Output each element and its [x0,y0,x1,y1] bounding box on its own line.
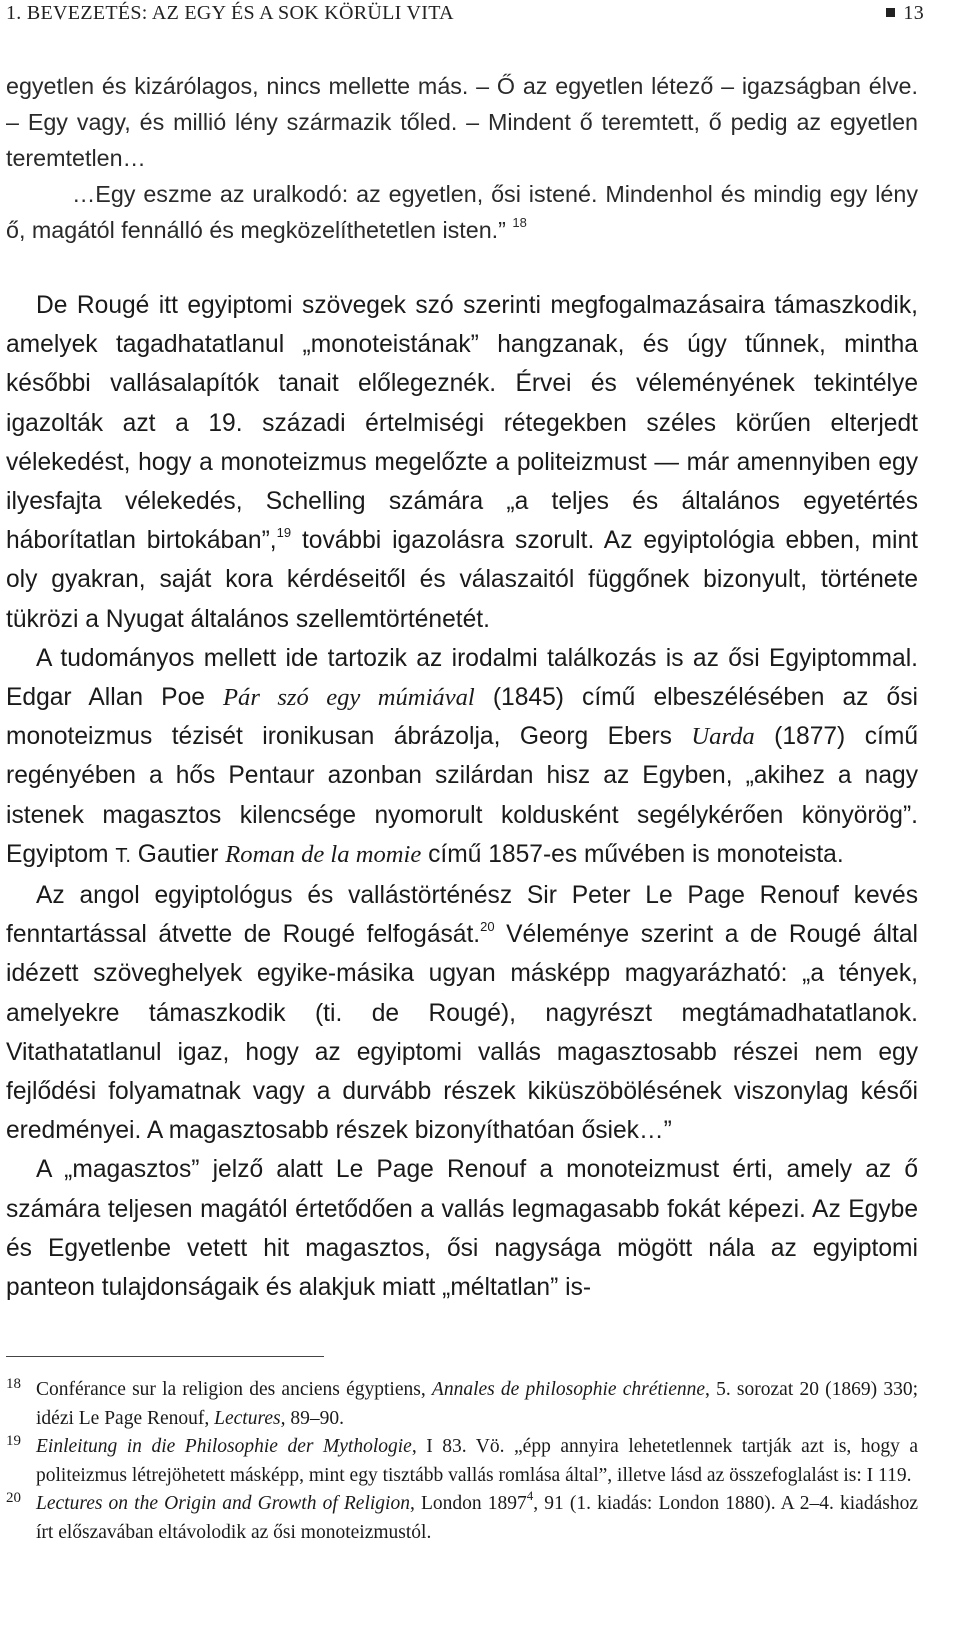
italic-title-uarda: Uarda [691,723,755,751]
paragraph-text: (1845) című elbeszélésében az ősi monoteizmus tézisét ironikusan ábrázolja, Georg Ebers [6,684,918,751]
footnote-divider [6,1356,324,1357]
footnote-text: 89–90. [285,1407,344,1429]
footnote-text: , 91 (1. kiadás: London 1880). A 2–4. kiadáshoz írt előszavában eltávolodik az ősi monoteizmustól. [36,1493,918,1543]
italic-title-poe: Pár szó egy múmiával [223,684,475,712]
paragraph-text: (1877) című regényében a hős Pentaur azonban szilárdan hisz az Egyben, „akihez a nagy istenek magasztos kilencsége nyomorult koldusként segélykérően könyörög”. Egyiptom [6,723,918,868]
footnote-text: Conférance sur la religion des anciens égyptiens, [36,1379,432,1400]
footnote-number: 20 [6,1490,21,1506]
paragraph-text: A tudományos mellett ide tartozik az irodalmi találkozás is az ősi Egyiptommal. Edgar Allan Poe [6,644,918,712]
paragraph-3 [6,876,918,1150]
main-text [6,286,918,1307]
folio [886,2,924,25]
footnote-number: 18 [6,1376,21,1392]
footnote-text: , 5. sorozat 20 (1869) 330; idézi Le Page Renouf, [36,1379,918,1429]
paragraph-1 [6,286,918,639]
quote-paragraph-2 [6,176,918,248]
paragraph-text: Az angol egyiptológus és vallástörténész Sir Peter Le Page Renouf kevés fenntartással átvette de Rougé felfogását. [6,882,918,949]
footnote-ref-19[interactable]: 19 [276,525,292,541]
block-quote [6,68,918,248]
italic-title-roman: Roman de la momie [225,840,422,868]
footnote-ref-20[interactable]: 20 [480,919,495,935]
quote-text: …Egy eszme az uralkodó: az egyetlen, ősi istené. Mindenhol és mindig egy lény ő, magától fennálló és megközelíthetetlen isten.” [6,181,918,243]
square-bullet-icon [886,8,895,17]
footnote-italic: Einleitung in die Philosophie der Mythologie [36,1436,412,1457]
footnote-ref-18[interactable]: 18 [512,215,527,231]
footnotes [6,1376,918,1547]
running-header [6,0,924,32]
footnote-italic: Lectures, [214,1407,286,1429]
paragraph-4: A „magasztos” jelző alatt Le Page Renouf a monoteizmust érti, amely az ő számára teljesen magától értetődően a vallás legmagasabb fokát képezi. Az Egybe és Egyetlenbe vetett hit magasztos, ősi nagysága mögött nála az egyiptomi panteon tulajdonságaik és alakjuk miatt „méltatlan” is- [6,1156,918,1302]
footnote-number: 19 [6,1433,21,1449]
chapter-title: 1. BEVEZETÉS: AZ EGY ÉS A SOK KÖRÜLI VITA [6,2,454,24]
paragraph-text: De Rougé itt egyiptomi szövegek szó szerinti megfogalmazásaira támaszkodik, amelyek tagadhatatlanul „monoteistának” hangzanak, és úgy tűnnek, mintha későbbi vallásalapítók tanait előlegeznék. Érvei és véleményének tekintélye igazolták azt a 19. századi értelmiségi rétegekben széles körűen elterjedt vélekedést, hogy a monoteizmus megelőzte a politeizmust — már amennyiben egy ilyesfajta vélekedés, Schelling számára „a teljes és általános egyetértés háborítatlan birtokában”, [6,292,918,555]
quote-paragraph-1: egyetlen és kizárólagos, nincs mellette más. – Ő az egyetlen létező – igazságban élve. – Egy vagy, és millió lény származik tőled. – Mindent ő teremtett, ő pedig az egyetlen teremtetlen… [6,73,918,171]
footnote-text: , London 1897 [409,1493,527,1514]
paragraph-text: Gautier [130,840,226,868]
footnote-text: , I 83. Vö. „épp annyira lehetetlennek tartják azt is, hogy a politeizmus létrejöhetett másképp, mint egy tisztább vallás romlása által”, illetve lásd az összefoglalást is: I 119. [36,1436,919,1486]
paragraph-2 [6,639,918,876]
page-number: 13 [903,2,924,24]
initial-t: T. [115,844,131,867]
paragraph-text: című 1857-es művében is monoteista. [421,840,844,868]
paragraph-text: további igazolásra szorult. Az egyiptológia ebben, mint oly gyakran, saját kora kérdéseitől és válaszaitól függőnek bizonyult, története tükrözi a Nyugat általános szellemtörténetét. [6,527,918,633]
footnote-20 [6,1487,918,1547]
footnote-italic: Annales de philosophie chrétienne [431,1379,706,1400]
footnote-19 [6,1433,918,1490]
footnote-italic: Lectures on the Origin and Growth of Religion [36,1493,410,1514]
footnote-18 [6,1376,918,1433]
edition-superscript: 4 [526,1487,534,1503]
paragraph-text: Véleménye szerint a de Rougé által idézett szöveghelyek egyike-másika ugyan másképp magyarázható: „a tények, amelyekre támaszkodik (ti. de Rougé), nagyrészt megtámadhatatlanok. Vitathatatlanul igaz, hogy az egyiptomi vallás magasztosabb részei nem egy fejlődési folyamatnak vagy a durvább részek kiküszöbölésének viszonylag késői eredményei. A magasztosabb részek bizonyíthatóan ősiek…” [6,921,918,1145]
